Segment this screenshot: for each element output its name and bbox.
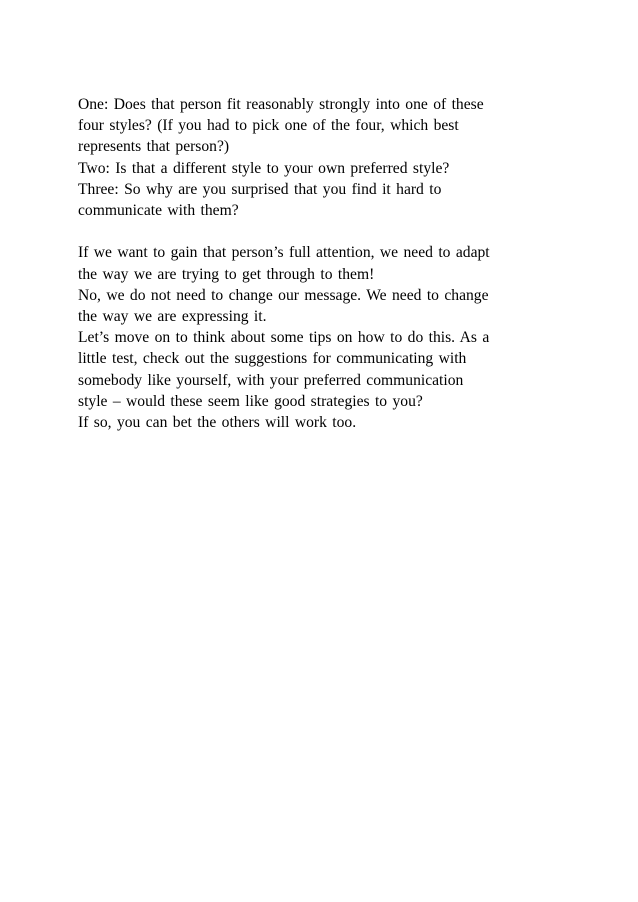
text-line: communicate with them? <box>78 202 239 220</box>
text-line: If we want to gain that person’s full attention, we need to adapt <box>78 244 490 262</box>
text-line: Three: So why are you surprised that you find it hard to <box>78 180 442 198</box>
text-line: represents that person?) <box>78 138 230 156</box>
text-line: the way we are trying to get through to them! <box>78 265 375 283</box>
text-line: Two: Is that a different style to your own preferred style? <box>78 159 450 177</box>
text-line: four styles? (If you had to pick one of the four, which best <box>78 117 459 135</box>
text-line: the way we are expressing it. <box>78 308 267 326</box>
text-line: No, we do not need to change our message. We need to change <box>78 286 489 304</box>
document-body <box>78 94 578 433</box>
paragraph-gap <box>78 221 578 242</box>
text-line: somebody like yourself, with your preferred communication <box>78 371 464 389</box>
text-line: If so, you can bet the others will work too. <box>78 414 357 432</box>
text-line: One: Does that person fit reasonably strongly into one of these <box>78 96 484 113</box>
text-line: Let’s move on to think about some tips on how to do this. As a <box>78 329 490 347</box>
text-line: little test, check out the suggestions for communicating with <box>78 350 467 368</box>
text-line: style – would these seem like good strategies to you? <box>78 392 423 410</box>
